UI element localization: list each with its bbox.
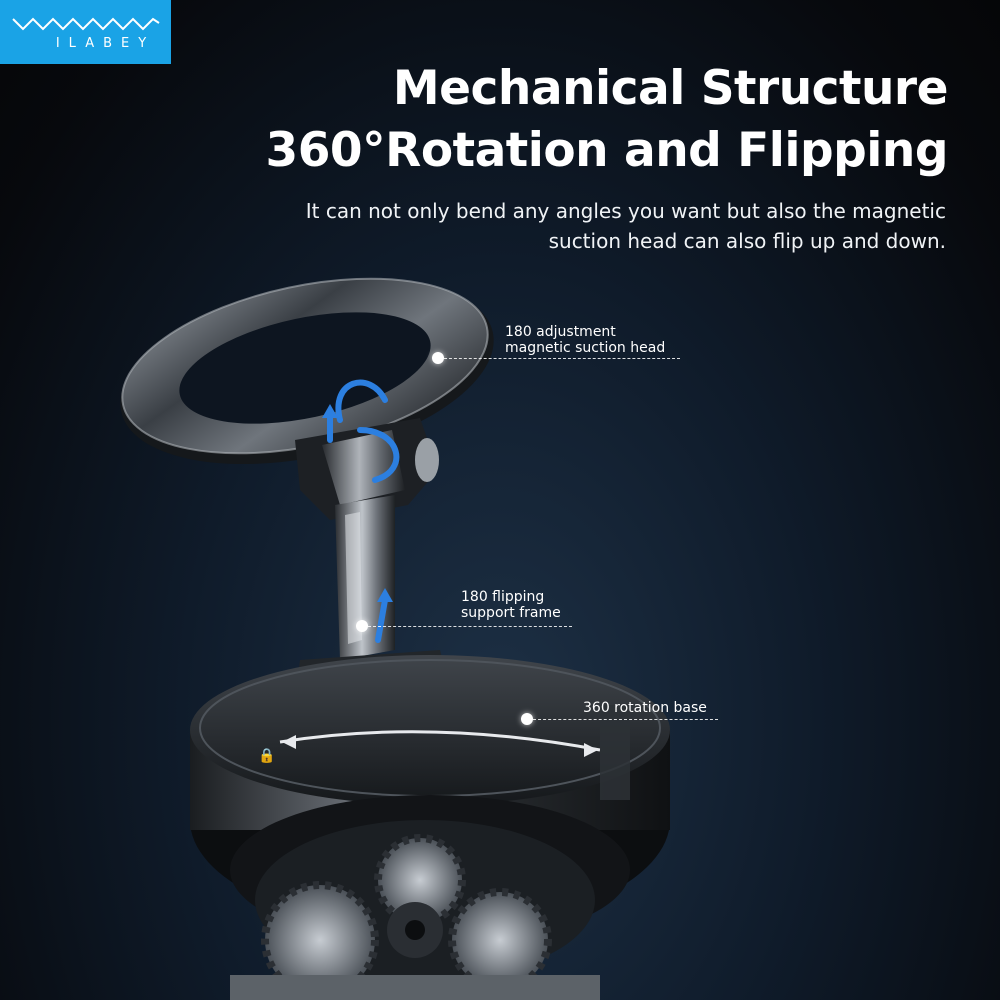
callout-label-support-frame (461, 589, 561, 621)
callout-suction-head-line-1: 180 adjustment (505, 324, 616, 340)
description-line-1: It can not only bend any angles you want but also the magnetic (305, 199, 946, 223)
brand-logo (0, 0, 171, 64)
headline-line-2: 360°Rotation and Flipping (265, 123, 948, 178)
support-arm (335, 495, 395, 660)
callout-line-rotation-base (533, 719, 718, 720)
callout-line-support-frame (368, 626, 572, 627)
callout-label-rotation-base (583, 700, 707, 716)
logo-text: ILABEY (55, 36, 156, 51)
description (186, 196, 946, 256)
description-line-2: suction head can also flip up and down. (548, 229, 946, 253)
callout-suction-head-line-2: magnetic suction head (505, 340, 666, 356)
callout-dot-suction-head (432, 352, 444, 364)
callout-line-suction-head (444, 358, 680, 359)
callout-support-frame-line-1: 180 flipping (461, 589, 545, 605)
callout-rotation-base-line-1: 360 rotation base (583, 700, 707, 716)
headline-line-1: Mechanical Structure (392, 61, 948, 116)
callout-dot-rotation-base (521, 713, 533, 725)
callout-support-frame-line-2: support frame (461, 605, 561, 621)
callout-label-suction-head (505, 324, 665, 356)
headline (266, 58, 948, 182)
logo-wave-mark (11, 13, 161, 35)
svg-text:🔒: 🔒 (258, 748, 276, 764)
callout-dot-support-frame (356, 620, 368, 632)
